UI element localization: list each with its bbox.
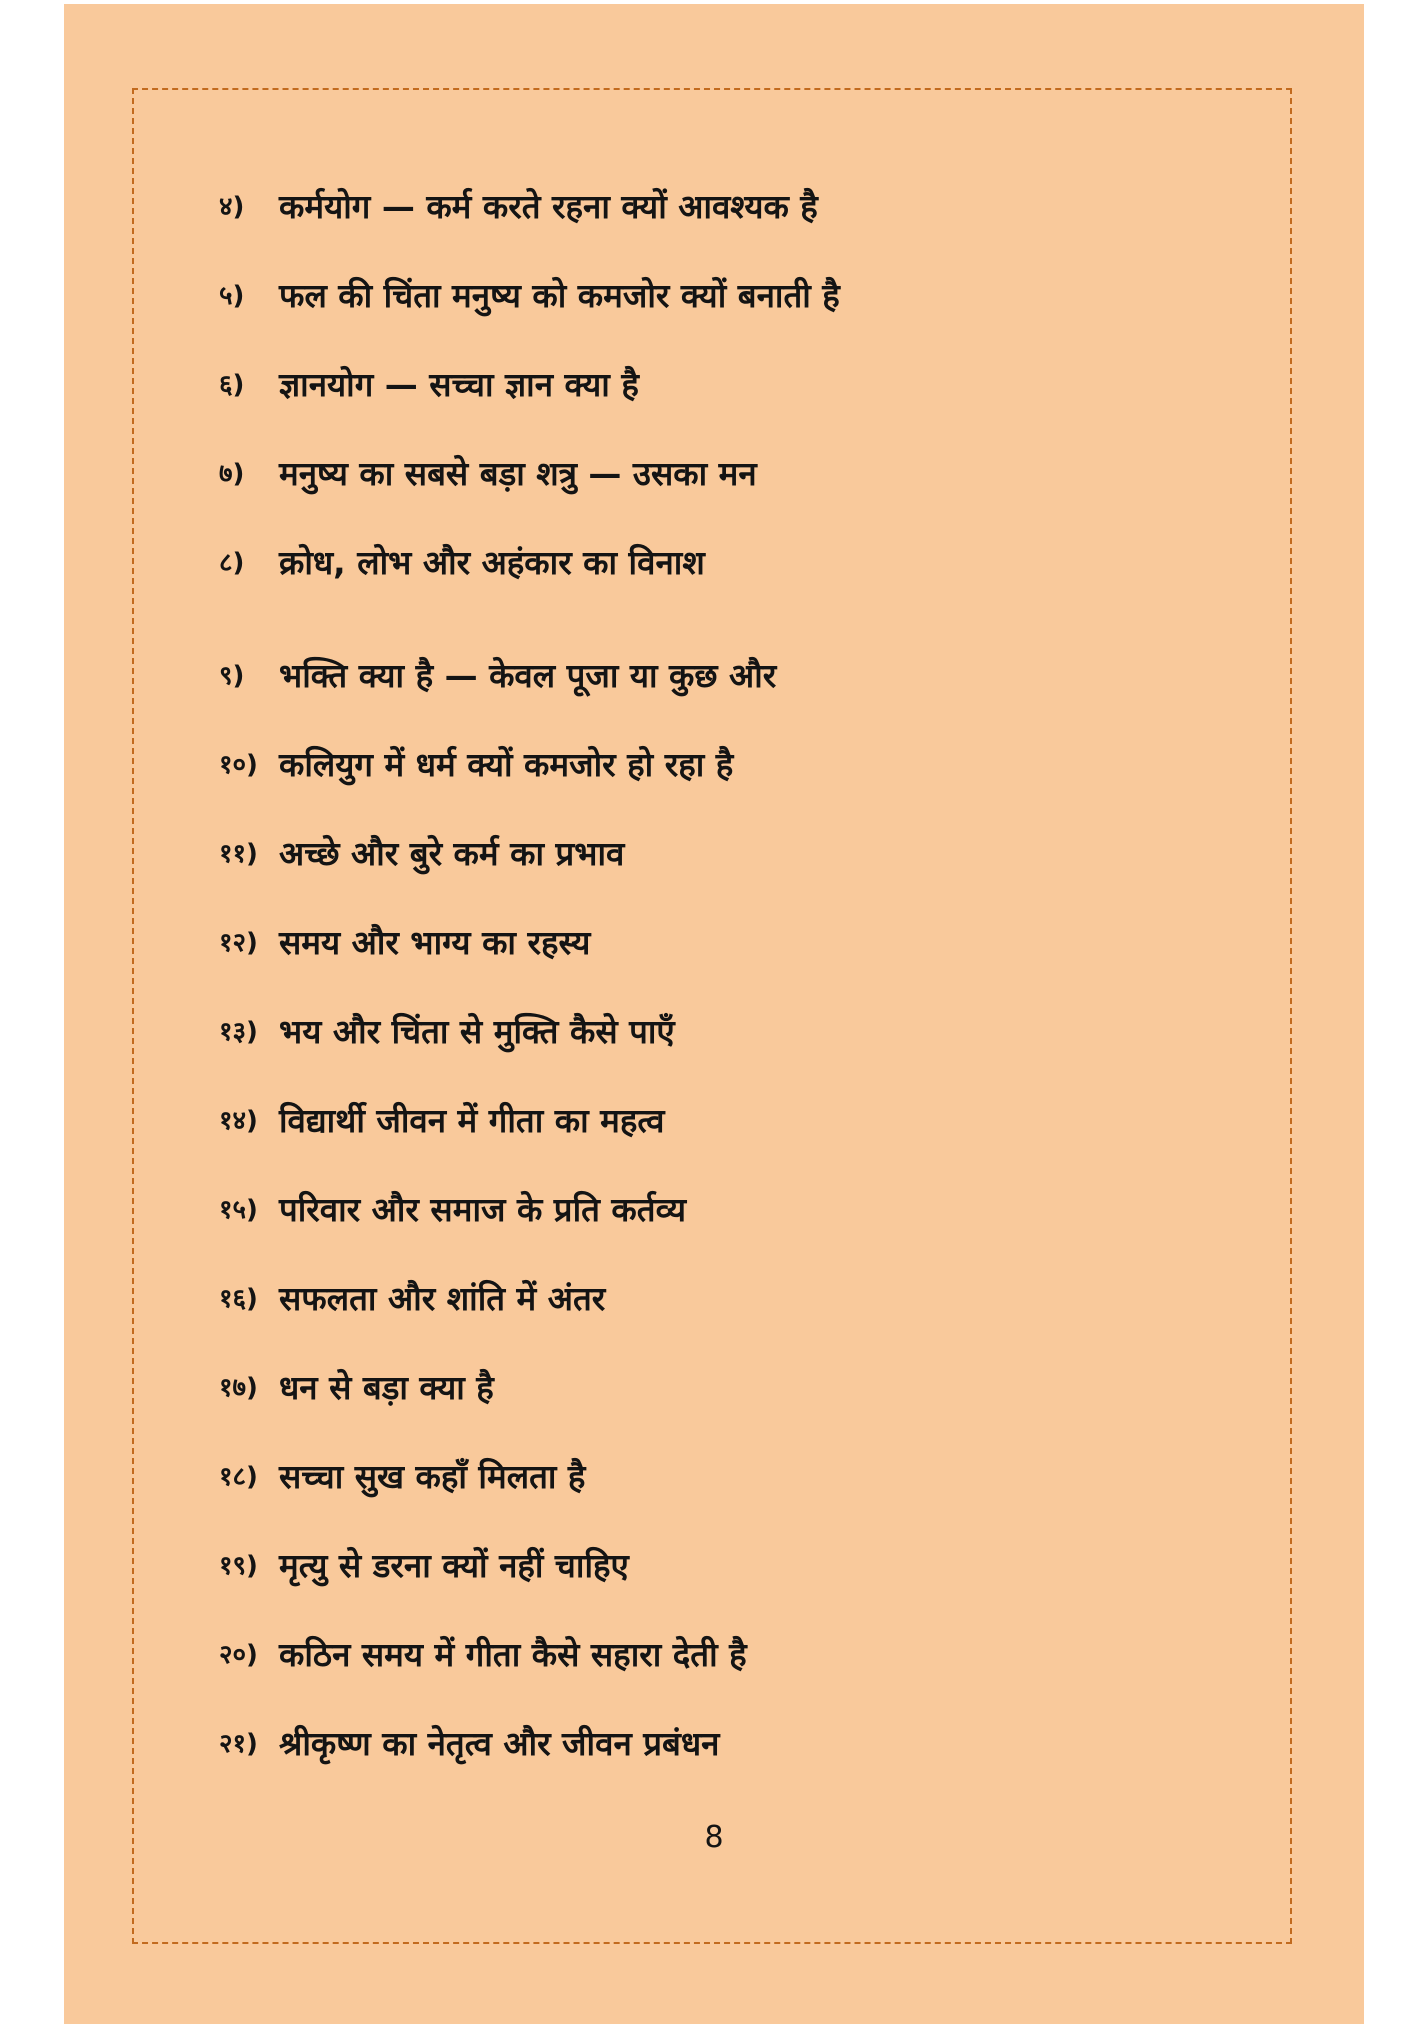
list-item: [219, 1623, 747, 1683]
item-title: कर्मयोग — कर्म करते रहना क्यों आवश्यक है: [279, 186, 818, 226]
item-title: अच्छे और बुरे कर्म का प्रभाव: [279, 833, 625, 873]
item-title: समय और भाग्य का रहस्य: [279, 922, 591, 962]
item-number: ६): [219, 370, 245, 400]
item-title: सच्चा सुख कहाँ मिलता है: [279, 1456, 586, 1496]
item-title: धन से बड़ा क्या है: [279, 1367, 494, 1407]
item-number: १८): [219, 1462, 258, 1492]
item-title: विद्यार्थी जीवन में गीता का महत्व: [279, 1100, 665, 1140]
item-number: १४): [219, 1106, 258, 1136]
item-title: परिवार और समाज के प्रति कर्तव्य: [279, 1189, 687, 1229]
item-number: ४): [219, 192, 245, 222]
item-number: १६): [219, 1284, 258, 1314]
list-item: [219, 1445, 585, 1505]
item-title: मनुष्य का सबसे बड़ा शत्रु — उसका मन: [279, 453, 757, 493]
item-title: सफलता और शांति में अंतर: [279, 1278, 606, 1318]
item-title: कलियुग में धर्म क्यों कमजोर हो रहा है: [279, 744, 734, 784]
item-number: ९): [219, 661, 245, 691]
item-title: फल की चिंता मनुष्य को कमजोर क्यों बनाती है: [279, 275, 840, 315]
list-item: [219, 1267, 605, 1327]
item-number: ७): [219, 459, 245, 489]
item-title: ज्ञानयोग — सच्चा ज्ञान क्या है: [279, 364, 639, 404]
list-item: [219, 1534, 629, 1594]
item-title: श्रीकृष्ण का नेतृत्व और जीवन प्रबंधन: [279, 1723, 720, 1763]
list-item: [219, 175, 818, 235]
list-item: [219, 353, 639, 413]
page-number: 8: [704, 1820, 724, 1855]
item-number: ८): [219, 548, 245, 578]
item-title: भय और चिंता से मुक्ति कैसे पाएँ: [279, 1011, 675, 1051]
list-item: [219, 822, 624, 882]
list-item: [219, 442, 757, 502]
document-page: [64, 4, 1364, 2024]
item-number: १२): [219, 928, 258, 958]
item-title: क्रोध, लोभ और अहंकार का विनाश: [279, 542, 705, 582]
list-item: [219, 911, 590, 971]
list-item: [219, 1089, 664, 1149]
item-number: ५): [219, 281, 245, 311]
item-number: १३): [219, 1017, 258, 1047]
item-title: मृत्यु से डरना क्यों नहीं चाहिए: [279, 1545, 629, 1585]
list-item: [219, 1356, 494, 1416]
item-number: १०): [219, 750, 258, 780]
item-number: १५): [219, 1195, 258, 1225]
list-item: [219, 1712, 719, 1772]
item-number: १९): [219, 1551, 258, 1581]
list-item: [219, 531, 705, 591]
item-number: २०): [219, 1640, 258, 1670]
list-item: [219, 264, 840, 324]
item-number: ११): [219, 839, 258, 869]
list-item: [219, 1178, 686, 1238]
item-number: २१): [219, 1729, 258, 1759]
item-number: १७): [219, 1373, 258, 1403]
item-title: भक्ति क्या है — केवल पूजा या कुछ और: [279, 655, 777, 695]
list-item: [219, 1000, 675, 1060]
list-item: [219, 644, 776, 704]
item-title: कठिन समय में गीता कैसे सहारा देती है: [279, 1634, 747, 1674]
list-item: [219, 733, 733, 793]
